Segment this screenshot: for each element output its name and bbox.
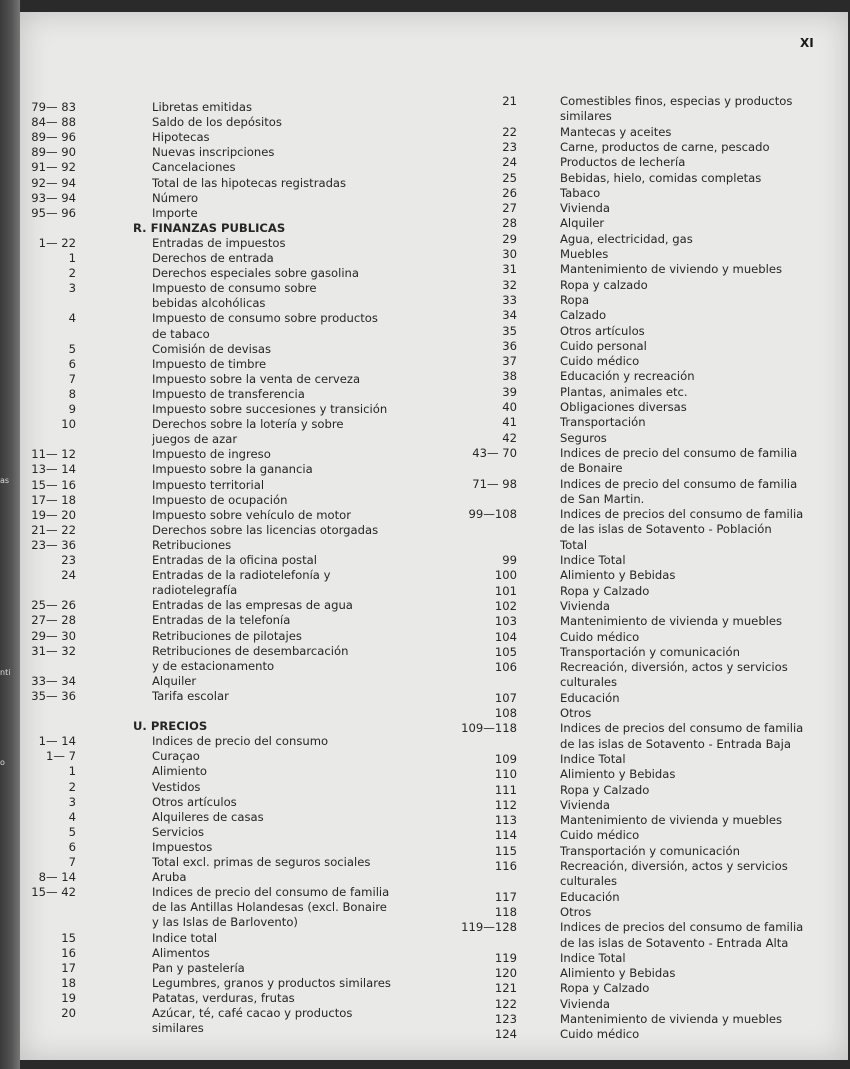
table-number: 123 xyxy=(494,1012,517,1026)
index-row xyxy=(20,844,848,859)
entry-label: Tabaco xyxy=(560,185,601,200)
entry-label: Ropa y Calzado xyxy=(560,981,650,996)
table-number: 5 xyxy=(68,341,76,356)
table-number: 1— 7 xyxy=(45,749,76,764)
table-number: 18 xyxy=(61,975,76,990)
table-number: 24 xyxy=(502,155,517,170)
table-number: 38 xyxy=(502,369,517,384)
entry-label: Cuido médico xyxy=(560,354,640,369)
table-number: 118 xyxy=(494,904,517,919)
table-number: 79— 83 xyxy=(31,100,76,114)
index-row xyxy=(20,324,848,339)
table-number: 22 xyxy=(502,124,517,139)
index-row xyxy=(20,936,848,951)
entry-label: bebidas alcohólicas xyxy=(152,296,266,311)
entry-label: Otros artículos xyxy=(152,794,237,809)
entry-label: Transportación xyxy=(560,415,646,430)
entry-label: Número xyxy=(152,190,199,205)
entry-label: Agua, electricidad, gas xyxy=(560,231,693,246)
table-number: 115 xyxy=(494,843,517,858)
entry-label: Alquileres de casas xyxy=(152,809,264,824)
table-number: 8 xyxy=(68,386,76,401)
index-row xyxy=(20,94,848,109)
index-row xyxy=(20,767,848,782)
table-number: 9 xyxy=(68,402,76,416)
table-number: 71— 98 xyxy=(472,476,517,491)
table-number: 15— 42 xyxy=(31,885,76,900)
table-number: 16 xyxy=(61,945,76,960)
index-row xyxy=(20,201,848,216)
index-row xyxy=(20,966,848,981)
index-row xyxy=(20,140,848,155)
table-number: 25 xyxy=(502,170,517,185)
table-number: 13— 14 xyxy=(31,462,76,477)
entry-label: Entradas de la radiotelefonía y xyxy=(152,568,331,583)
table-number: 17— 18 xyxy=(31,492,76,507)
table-number: 33— 34 xyxy=(31,673,76,688)
table-number: 6 xyxy=(68,356,76,371)
entry-label: Indices de precios del consumo de familia xyxy=(560,507,804,522)
table-number: 112 xyxy=(494,797,517,812)
entry-label: de las islas de Sotavento - Población xyxy=(560,522,772,537)
entry-label: Educación y recreación xyxy=(560,369,695,384)
index-row xyxy=(20,645,848,660)
table-number: 28 xyxy=(502,216,517,231)
index-row xyxy=(20,431,848,446)
index-row xyxy=(20,1012,848,1027)
section-heading: R. FINANZAS PUBLICAS xyxy=(133,220,286,235)
entry-label: Cuido personal xyxy=(560,338,647,353)
table-number: 23 xyxy=(502,139,517,154)
table-number: 21— 22 xyxy=(31,522,76,537)
table-number: 2 xyxy=(68,266,76,281)
table-number: 40 xyxy=(502,400,517,414)
index-row xyxy=(20,369,848,384)
table-number: 107 xyxy=(494,690,517,705)
index-row xyxy=(20,859,848,874)
entry-label: Impuesto sobre la venta de cerveza xyxy=(152,371,361,386)
entry-label: Pan y pastelería xyxy=(152,960,245,975)
entry-label: Alquiler xyxy=(560,216,605,231)
entry-label: Hipotecas xyxy=(152,130,210,145)
entry-label: Mantecas y aceites xyxy=(560,124,672,139)
index-row xyxy=(20,890,848,905)
index-row xyxy=(20,216,848,231)
entry-label: Mantenimiento de vivienda y muebles xyxy=(560,813,783,828)
table-number: 116 xyxy=(494,859,517,873)
entry-label: Impuesto de consumo sobre xyxy=(152,281,317,296)
table-number: 8— 14 xyxy=(38,870,76,885)
section-heading: U. PRECIOS xyxy=(133,719,208,734)
entry-label: Ropa y Calzado xyxy=(560,782,650,797)
index-row xyxy=(20,109,848,124)
table-number: 1— 22 xyxy=(38,235,76,250)
entry-label: Muebles xyxy=(560,247,609,261)
table-number: 27 xyxy=(502,201,517,216)
entry-label: Vivienda xyxy=(560,996,610,1011)
table-number: 104 xyxy=(494,629,517,644)
entry-label: de San Martin. xyxy=(560,491,645,506)
table-number: 39 xyxy=(502,384,517,399)
edge-mark: as xyxy=(0,476,10,485)
table-number: 30 xyxy=(502,247,517,261)
table-number: 15 xyxy=(61,930,76,945)
entry-label: de las Antillas Holandesas (excl. Bonaire xyxy=(152,900,387,915)
table-number: 114 xyxy=(494,828,517,843)
table-number: 99—108 xyxy=(468,507,517,522)
table-number: 27— 28 xyxy=(31,613,76,628)
entry-label: Tarifa escolar xyxy=(152,688,229,703)
table-number: 2 xyxy=(68,779,76,794)
entry-label: Impuesto de transferencia xyxy=(152,386,305,401)
entry-label: Calzado xyxy=(560,308,607,323)
entry-label: Otros artículos xyxy=(560,323,645,338)
table-number: 4 xyxy=(68,809,76,824)
entry-label: y las Islas de Barlovento) xyxy=(152,915,298,930)
table-number: 92— 94 xyxy=(31,175,76,190)
table-number: 37 xyxy=(502,354,517,369)
entry-label: Entradas de impuestos xyxy=(152,235,286,250)
entry-label: similares xyxy=(152,1021,204,1036)
entry-label: Indices de precio del consumo xyxy=(152,734,329,749)
entry-label: Entradas de la telefonía xyxy=(152,613,291,628)
index-row xyxy=(20,155,848,170)
entry-label: Total xyxy=(560,537,588,552)
entry-label: de tabaco xyxy=(152,326,210,341)
index-row xyxy=(20,385,848,400)
table-number: 35 xyxy=(502,323,517,338)
table-number: 24 xyxy=(61,568,76,583)
index-row xyxy=(20,997,848,1012)
book-spine xyxy=(0,0,20,1069)
entry-label: Cuido médico xyxy=(560,629,640,644)
entry-label: Vivienda xyxy=(560,598,610,613)
table-number: 108 xyxy=(494,706,517,720)
table-number: 89— 96 xyxy=(31,130,76,145)
entry-label: Plantas, animales etc. xyxy=(560,384,688,399)
table-number: 5 xyxy=(68,824,76,839)
table-number: 110 xyxy=(494,767,517,782)
table-number: 124 xyxy=(494,1027,517,1042)
entry-label: Transportación y comunicación xyxy=(560,843,740,858)
index-row xyxy=(20,186,848,201)
entry-label: Azúcar, té, café cacao y productos xyxy=(152,1006,353,1020)
entry-label: Ropa xyxy=(560,292,590,307)
table-number: 99 xyxy=(502,553,517,567)
table-number: 20 xyxy=(61,1006,76,1020)
table-number: 41 xyxy=(502,415,517,430)
entry-label: Servicios xyxy=(152,824,205,839)
entry-label: Derechos sobre las licencias otorgadas xyxy=(152,522,379,537)
entry-label: Alimiento xyxy=(152,764,208,779)
table-number: 26 xyxy=(502,185,517,200)
index-row xyxy=(20,675,848,690)
index-row xyxy=(20,568,848,583)
table-number: 34 xyxy=(502,308,517,323)
index-row xyxy=(20,247,848,262)
index-row xyxy=(20,522,848,537)
entry-label: Aruba xyxy=(152,870,187,885)
entry-label: Impuesto de ingreso xyxy=(152,447,271,462)
table-number: 113 xyxy=(494,813,517,828)
entry-label: Cuido médico xyxy=(560,828,640,843)
index-row xyxy=(20,538,848,553)
index-row xyxy=(20,125,848,140)
table-number: 119—128 xyxy=(461,920,517,935)
entry-label: de las islas de Sotavento - Entrada Baja xyxy=(560,736,791,751)
table-number: 29 xyxy=(502,231,517,246)
entry-label: Seguros xyxy=(560,430,607,445)
index-row xyxy=(20,293,848,308)
edge-mark: nti xyxy=(0,668,11,677)
index-row xyxy=(20,584,848,599)
entry-label: culturales xyxy=(560,675,618,690)
index-row xyxy=(20,981,848,996)
table-number: 109 xyxy=(494,751,517,766)
entry-label: juegos de azar xyxy=(152,432,238,447)
entry-label: Curaçao xyxy=(152,749,200,764)
table-number: 1 xyxy=(68,251,76,265)
table-number: 7 xyxy=(68,855,76,869)
table-number: 1 xyxy=(68,764,76,779)
table-number: 111 xyxy=(494,782,517,797)
entry-label: Indices de precio del consumo de familia xyxy=(560,476,798,491)
table-number: 1— 14 xyxy=(38,734,76,749)
table-number: 42 xyxy=(502,430,517,445)
table-number: 102 xyxy=(494,598,517,613)
table-number: 29— 30 xyxy=(31,628,76,643)
entry-label: Patatas, verduras, frutas xyxy=(152,990,295,1005)
index-row xyxy=(20,737,848,752)
entry-label: Total de las hipotecas registradas xyxy=(152,175,347,190)
index-row xyxy=(20,171,848,186)
entry-label: Alimentos xyxy=(152,945,210,960)
index-row xyxy=(20,905,848,920)
table-number: 120 xyxy=(494,966,517,981)
index-row xyxy=(20,1027,848,1042)
entry-label: Indice Total xyxy=(560,950,626,965)
table-number: 43— 70 xyxy=(472,445,517,460)
entry-label: Cancelaciones xyxy=(152,160,236,175)
index-row xyxy=(20,614,848,629)
entry-label: Cuido médico xyxy=(560,1027,640,1042)
index-row xyxy=(20,951,848,966)
entry-label: Libretas emitidas xyxy=(152,100,252,114)
entry-label: Impuesto de consumo sobre productos xyxy=(152,311,378,326)
index-row xyxy=(20,660,848,675)
table-number: 35— 36 xyxy=(31,688,76,703)
table-number: 95— 96 xyxy=(31,205,76,220)
index-row xyxy=(20,492,848,507)
entry-label: Transportación y comunicación xyxy=(560,644,740,659)
entry-label: Indices de precios del consumo de familia xyxy=(560,721,804,736)
table-number: 19— 20 xyxy=(31,507,76,522)
entry-label: Impuesto de ocupación xyxy=(152,492,288,507)
table-number: 32 xyxy=(502,277,517,292)
index-row xyxy=(20,415,848,430)
index-row xyxy=(20,278,848,293)
entry-label: culturales xyxy=(560,874,618,889)
entry-label: Indice Total xyxy=(560,751,626,766)
table-number: 121 xyxy=(494,981,517,996)
entry-label: Indices de precios del consumo de familia xyxy=(560,920,804,935)
table-number: 100 xyxy=(494,568,517,583)
index-row xyxy=(20,446,848,461)
index-row xyxy=(20,553,848,568)
entry-label: Ropa y Calzado xyxy=(560,583,650,598)
entry-label: Impuesto sobre vehículo de motor xyxy=(152,507,351,522)
entry-label: Impuesto territorial xyxy=(152,477,265,492)
entry-label: Retribuciones de desembarcación xyxy=(152,643,349,658)
entry-label: Educación xyxy=(560,889,620,904)
entry-label: Entradas de las empresas de agua xyxy=(152,598,353,613)
entry-label: Impuesto sobre succesiones y transición xyxy=(152,402,388,416)
index-row xyxy=(20,354,848,369)
index-row xyxy=(20,507,848,522)
table-number: 6 xyxy=(68,839,76,854)
entry-label: Otros xyxy=(560,706,592,720)
table-number: 10 xyxy=(61,417,76,432)
table-number: 4 xyxy=(68,311,76,326)
table-number: 11— 12 xyxy=(31,447,76,462)
entry-label: Educación xyxy=(560,690,620,705)
index-row xyxy=(20,477,848,492)
table-number: 93— 94 xyxy=(31,190,76,205)
index-row xyxy=(20,688,848,706)
index-row xyxy=(20,721,848,736)
index-row xyxy=(20,813,848,828)
index-row xyxy=(20,828,848,843)
index-row xyxy=(20,400,848,415)
index-row xyxy=(20,339,848,354)
entry-label: Obligaciones diversas xyxy=(560,400,687,414)
entry-label: de Bonaire xyxy=(560,461,623,476)
index-row xyxy=(20,308,848,323)
entry-label: Impuestos xyxy=(152,839,213,854)
index-row xyxy=(20,874,848,889)
table-number: 31— 32 xyxy=(31,643,76,658)
entry-label: Mantenimiento de viviendo y muebles xyxy=(560,262,783,277)
index-row xyxy=(20,461,848,476)
entry-label: Impuesto sobre la ganancia xyxy=(152,462,313,477)
table-number: 36 xyxy=(502,338,517,353)
entry-label: Entradas de la oficina postal xyxy=(152,553,317,567)
entry-label: radiotelegrafía xyxy=(152,583,238,598)
entry-label: Retribuciones de pilotajes xyxy=(152,628,302,643)
table-number: 119 xyxy=(494,950,517,965)
entry-label: Vivienda xyxy=(560,201,610,216)
entry-label: y de estacionamento xyxy=(152,658,275,673)
entry-label: Vivienda xyxy=(560,797,610,812)
entry-label: Indice total xyxy=(152,930,218,945)
entry-label: Alimiento y Bebidas xyxy=(560,966,676,981)
entry-label: Vestidos xyxy=(152,779,201,794)
entry-label: Mantenimiento de vivienda y muebles xyxy=(560,1012,783,1026)
entry-label: Derechos sobre la lotería y sobre xyxy=(152,417,344,432)
table-number: 101 xyxy=(494,583,517,598)
entry-label: Indices de precio del consumo de familia xyxy=(560,445,798,460)
entry-label: Recreación, diversión, actos y servicios xyxy=(560,859,788,873)
entry-label: Alquiler xyxy=(152,673,197,688)
index-row xyxy=(20,262,848,277)
table-number: 23 xyxy=(61,553,76,567)
entry-label: Total excl. primas de seguros sociales xyxy=(152,855,371,869)
entry-label: Indices de precio del consumo de familia xyxy=(152,885,390,900)
table-number: 25— 26 xyxy=(31,598,76,613)
page-number: XI xyxy=(800,36,814,50)
table-number: 117 xyxy=(494,889,517,904)
table-number: 23— 36 xyxy=(31,537,76,552)
entry-label: Derechos de entrada xyxy=(152,251,274,265)
table-number: 17 xyxy=(61,960,76,975)
entry-label: Impuesto de timbre xyxy=(152,356,267,371)
entry-label: Saldo de los depósitos xyxy=(152,115,282,130)
table-number: 7 xyxy=(68,371,76,386)
table-number: 103 xyxy=(494,614,517,629)
entry-label: Importe xyxy=(152,205,198,220)
table-number: 15— 16 xyxy=(31,477,76,492)
index-row xyxy=(20,232,848,247)
table-number: 21 xyxy=(502,94,517,108)
index-row xyxy=(20,630,848,645)
entry-label: Ropa y calzado xyxy=(560,277,648,292)
index-row xyxy=(20,783,848,798)
entry-label: Mantenimiento de vivienda y muebles xyxy=(560,614,783,629)
table-number: 122 xyxy=(494,996,517,1011)
table-number: 33 xyxy=(502,292,517,307)
index-row xyxy=(20,706,848,721)
table-number: 106 xyxy=(494,660,517,675)
entry-label: Productos de lechería xyxy=(560,155,686,170)
index-row xyxy=(20,798,848,813)
entry-label: Carne, productos de carne, pescado xyxy=(560,139,770,154)
entry-label: Comisión de devisas xyxy=(152,341,272,356)
document-page xyxy=(20,12,848,1060)
entry-label: Recreación, diversión, actos y servicios xyxy=(560,660,788,675)
entry-label: Derechos especiales sobre gasolina xyxy=(152,266,360,281)
table-number: 89— 90 xyxy=(31,145,76,160)
entry-label: Alimiento y Bebidas xyxy=(560,568,676,583)
entry-label: Comestibles finos, especias y productos xyxy=(560,94,793,108)
table-number: 84— 88 xyxy=(31,115,76,130)
table-number: 31 xyxy=(502,262,517,277)
entry-label: Otros xyxy=(560,904,592,919)
table-number: 109—118 xyxy=(461,721,517,736)
table-number: 3 xyxy=(68,794,76,809)
entry-label: Retribuciones xyxy=(152,537,232,552)
entry-label: similares xyxy=(560,109,612,124)
index-row xyxy=(20,920,848,935)
entry-label: de las islas de Sotavento - Entrada Alta xyxy=(560,935,789,950)
table-number: 91— 92 xyxy=(31,160,76,175)
table-number: 19 xyxy=(61,990,76,1005)
entry-label: Legumbres, granos y productos similares xyxy=(152,975,391,990)
edge-mark: o xyxy=(0,758,5,767)
entry-label: Nuevas inscripciones xyxy=(152,145,275,160)
table-number: 105 xyxy=(494,644,517,659)
index-row xyxy=(20,599,848,614)
index-row xyxy=(20,752,848,767)
entry-label: Bebidas, hielo, comidas completas xyxy=(560,170,762,185)
table-number: 3 xyxy=(68,281,76,296)
entry-label: Alimiento y Bebidas xyxy=(560,767,676,782)
entry-label: Indice Total xyxy=(560,553,626,567)
